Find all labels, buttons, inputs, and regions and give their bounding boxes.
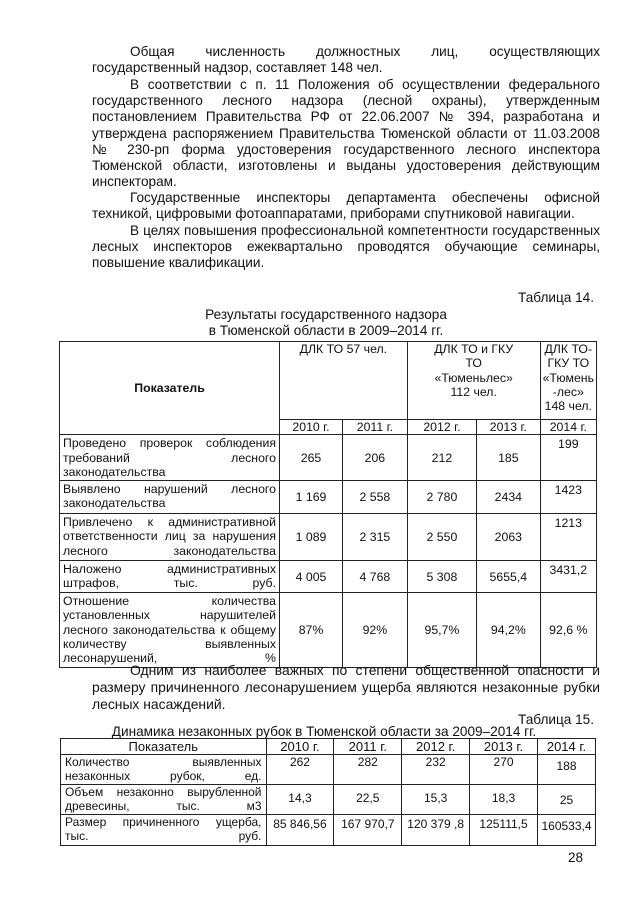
table14-cell: 206	[343, 435, 408, 481]
table14-cell: 1423	[540, 481, 596, 514]
table14	[59, 341, 597, 668]
table15-cell: 85 846,56	[266, 815, 334, 845]
table15-year-2014: 2014 г.	[538, 739, 596, 755]
table14-year-2010: 2010 г.	[280, 420, 343, 435]
table-row	[61, 815, 596, 845]
table15-year-2013: 2013 г.	[470, 739, 538, 755]
table14-cell: 4 005	[280, 561, 343, 593]
table14-cell: 199	[540, 435, 596, 481]
table14-cell: 4 768	[343, 561, 408, 593]
table15-cell: 262	[266, 755, 334, 785]
table14-header-group2: ДЛК ТО и ГКУ ТО «Тюменьлес» 112 чел.	[407, 342, 540, 420]
table14-cell: 265	[280, 435, 343, 481]
page-number: 28	[568, 850, 584, 865]
table-row	[60, 561, 597, 593]
table14-cell: 1 089	[280, 514, 343, 561]
table15-row-label: Размер причиненного ущерба, тыс. руб.	[61, 815, 267, 845]
table-row	[60, 481, 597, 514]
table15-title: Динамика незаконных рубок в Тюменской области за 2009–2014 гг.	[111, 724, 537, 739]
table14-label: Таблица 14.	[518, 290, 594, 305]
table15-cell: 270	[470, 755, 538, 785]
table15-label: Таблица 15.	[518, 712, 594, 727]
paragraph-regulation: В соответствии с п. 11 Положения об осуществлении федерального государственного лесного надзора (лесной охраны), утвержденным постановлением Правительства РФ от 22.06.2007 № 394, разработана и утверждена распоряжением Правительства Тюменской области от 11.03.2008 № 230-рп форма удостоверения государственного лесного инспектора Тюменской области, изготовлены и выданы удостоверения действующим инспекторам.	[92, 77, 600, 190]
table15-cell: 232	[402, 755, 470, 785]
table15-cell: 14,3	[266, 785, 334, 815]
table14-cell: 5655,4	[477, 561, 541, 593]
table-row	[60, 593, 597, 667]
table14-cell: 2 315	[343, 514, 408, 561]
table15	[60, 738, 596, 846]
table15-row-label: Объем незаконно вырубленной древесины, тыс. м3	[61, 785, 267, 815]
table14-year-2011: 2011 г.	[343, 420, 408, 435]
table15-cell: 125111,5	[470, 815, 538, 845]
table15-header-indicator: Показатель	[61, 739, 267, 755]
table14-year-2012: 2012 г.	[407, 420, 476, 435]
table14-row-label: Привлечено к административной ответственности лиц за нарушения лесного законодательства	[60, 514, 280, 561]
table15-cell: 282	[334, 755, 402, 785]
table14-year-2014: 2014 г.	[540, 420, 596, 435]
paragraph-staff-count: Общая численность должностных лиц, осуществляющих государственный надзор, составляет 148 чел.	[92, 44, 600, 76]
table14-year-2013: 2013 г.	[477, 420, 541, 435]
table14-cell: 2 558	[343, 481, 408, 514]
table14-cell: 2434	[477, 481, 541, 514]
table15-cell: 25	[538, 785, 596, 815]
table14-title-line2: в Тюменской области в 2009–2014 гг.	[208, 323, 444, 338]
table14-cell: 5 308	[407, 561, 476, 593]
table14-cell: 92,6 %	[540, 593, 596, 667]
table14-header-indicator: Показатель	[60, 342, 280, 435]
table15-cell: 167 970,7	[334, 815, 402, 845]
paragraph-training: В целях повышения профессиональной компетентности государственных лесных инспекторов ежеквартально проводятся обучающие семинары, повышение квалификации.	[92, 223, 600, 271]
table14-cell: 185	[477, 435, 541, 481]
table14-cell: 94,2%	[477, 593, 541, 667]
table14-header-group3: ДЛК ТО-ГКУ ТО «Тюмень -лес» 148 чел.	[540, 342, 596, 420]
table15-year-2010: 2010 г.	[266, 739, 334, 755]
table15-cell: 22,5	[334, 785, 402, 815]
table14-cell: 1213	[540, 514, 596, 561]
paragraph-illegal-logging: Одним из наиболее важных по степени общественной опасности и размеру причиненного лесонарушением ущерба являются незаконные рубки лесных насаждений.	[92, 662, 600, 712]
table15-cell: 160533,4	[538, 815, 596, 845]
table15-cell: 188	[538, 755, 596, 785]
table15-cell: 120 379 ,8	[402, 815, 470, 845]
table15-cell: 18,3	[470, 785, 538, 815]
table14-row-label: Проведено проверок соблюдения требований лесного законодательства	[60, 435, 280, 481]
table14-cell: 2063	[477, 514, 541, 561]
table14-cell: 92%	[343, 593, 408, 667]
table14-cell: 1 169	[280, 481, 343, 514]
table-row	[60, 514, 597, 561]
table15-year-2011: 2011 г.	[334, 739, 402, 755]
table14-cell: 95,7%	[407, 593, 476, 667]
table15-cell: 15,3	[402, 785, 470, 815]
table-row	[60, 435, 597, 481]
table14-cell: 3431,2	[540, 561, 596, 593]
table14-header-group1: ДЛК ТО 57 чел.	[280, 342, 408, 420]
table15-row-label: Количество выявленных незаконных рубок, ед.	[61, 755, 267, 785]
table-row	[61, 755, 596, 785]
table14-cell: 2 550	[407, 514, 476, 561]
table14-row-label: Выявлено нарушений лесного законодательства	[60, 481, 280, 514]
table-row	[61, 785, 596, 815]
table14-row-label: Наложено административных штрафов, тыс. руб.	[60, 561, 280, 593]
table14-cell: 212	[407, 435, 476, 481]
paragraph-equipment: Государственные инспекторы департамента обеспечены офисной техникой, цифровыми фотоаппаратами, приборами спутниковой навигации.	[92, 190, 600, 222]
table14-row-label: Отношение количества установленных нарушителей лесного законодательства к общему количеству выявленных лесонарушений, %	[60, 593, 280, 667]
table15-year-2012: 2012 г.	[402, 739, 470, 755]
table14-title-line1: Результаты государственного надзора	[205, 307, 447, 322]
table14-cell: 87%	[280, 593, 343, 667]
table14-cell: 2 780	[407, 481, 476, 514]
